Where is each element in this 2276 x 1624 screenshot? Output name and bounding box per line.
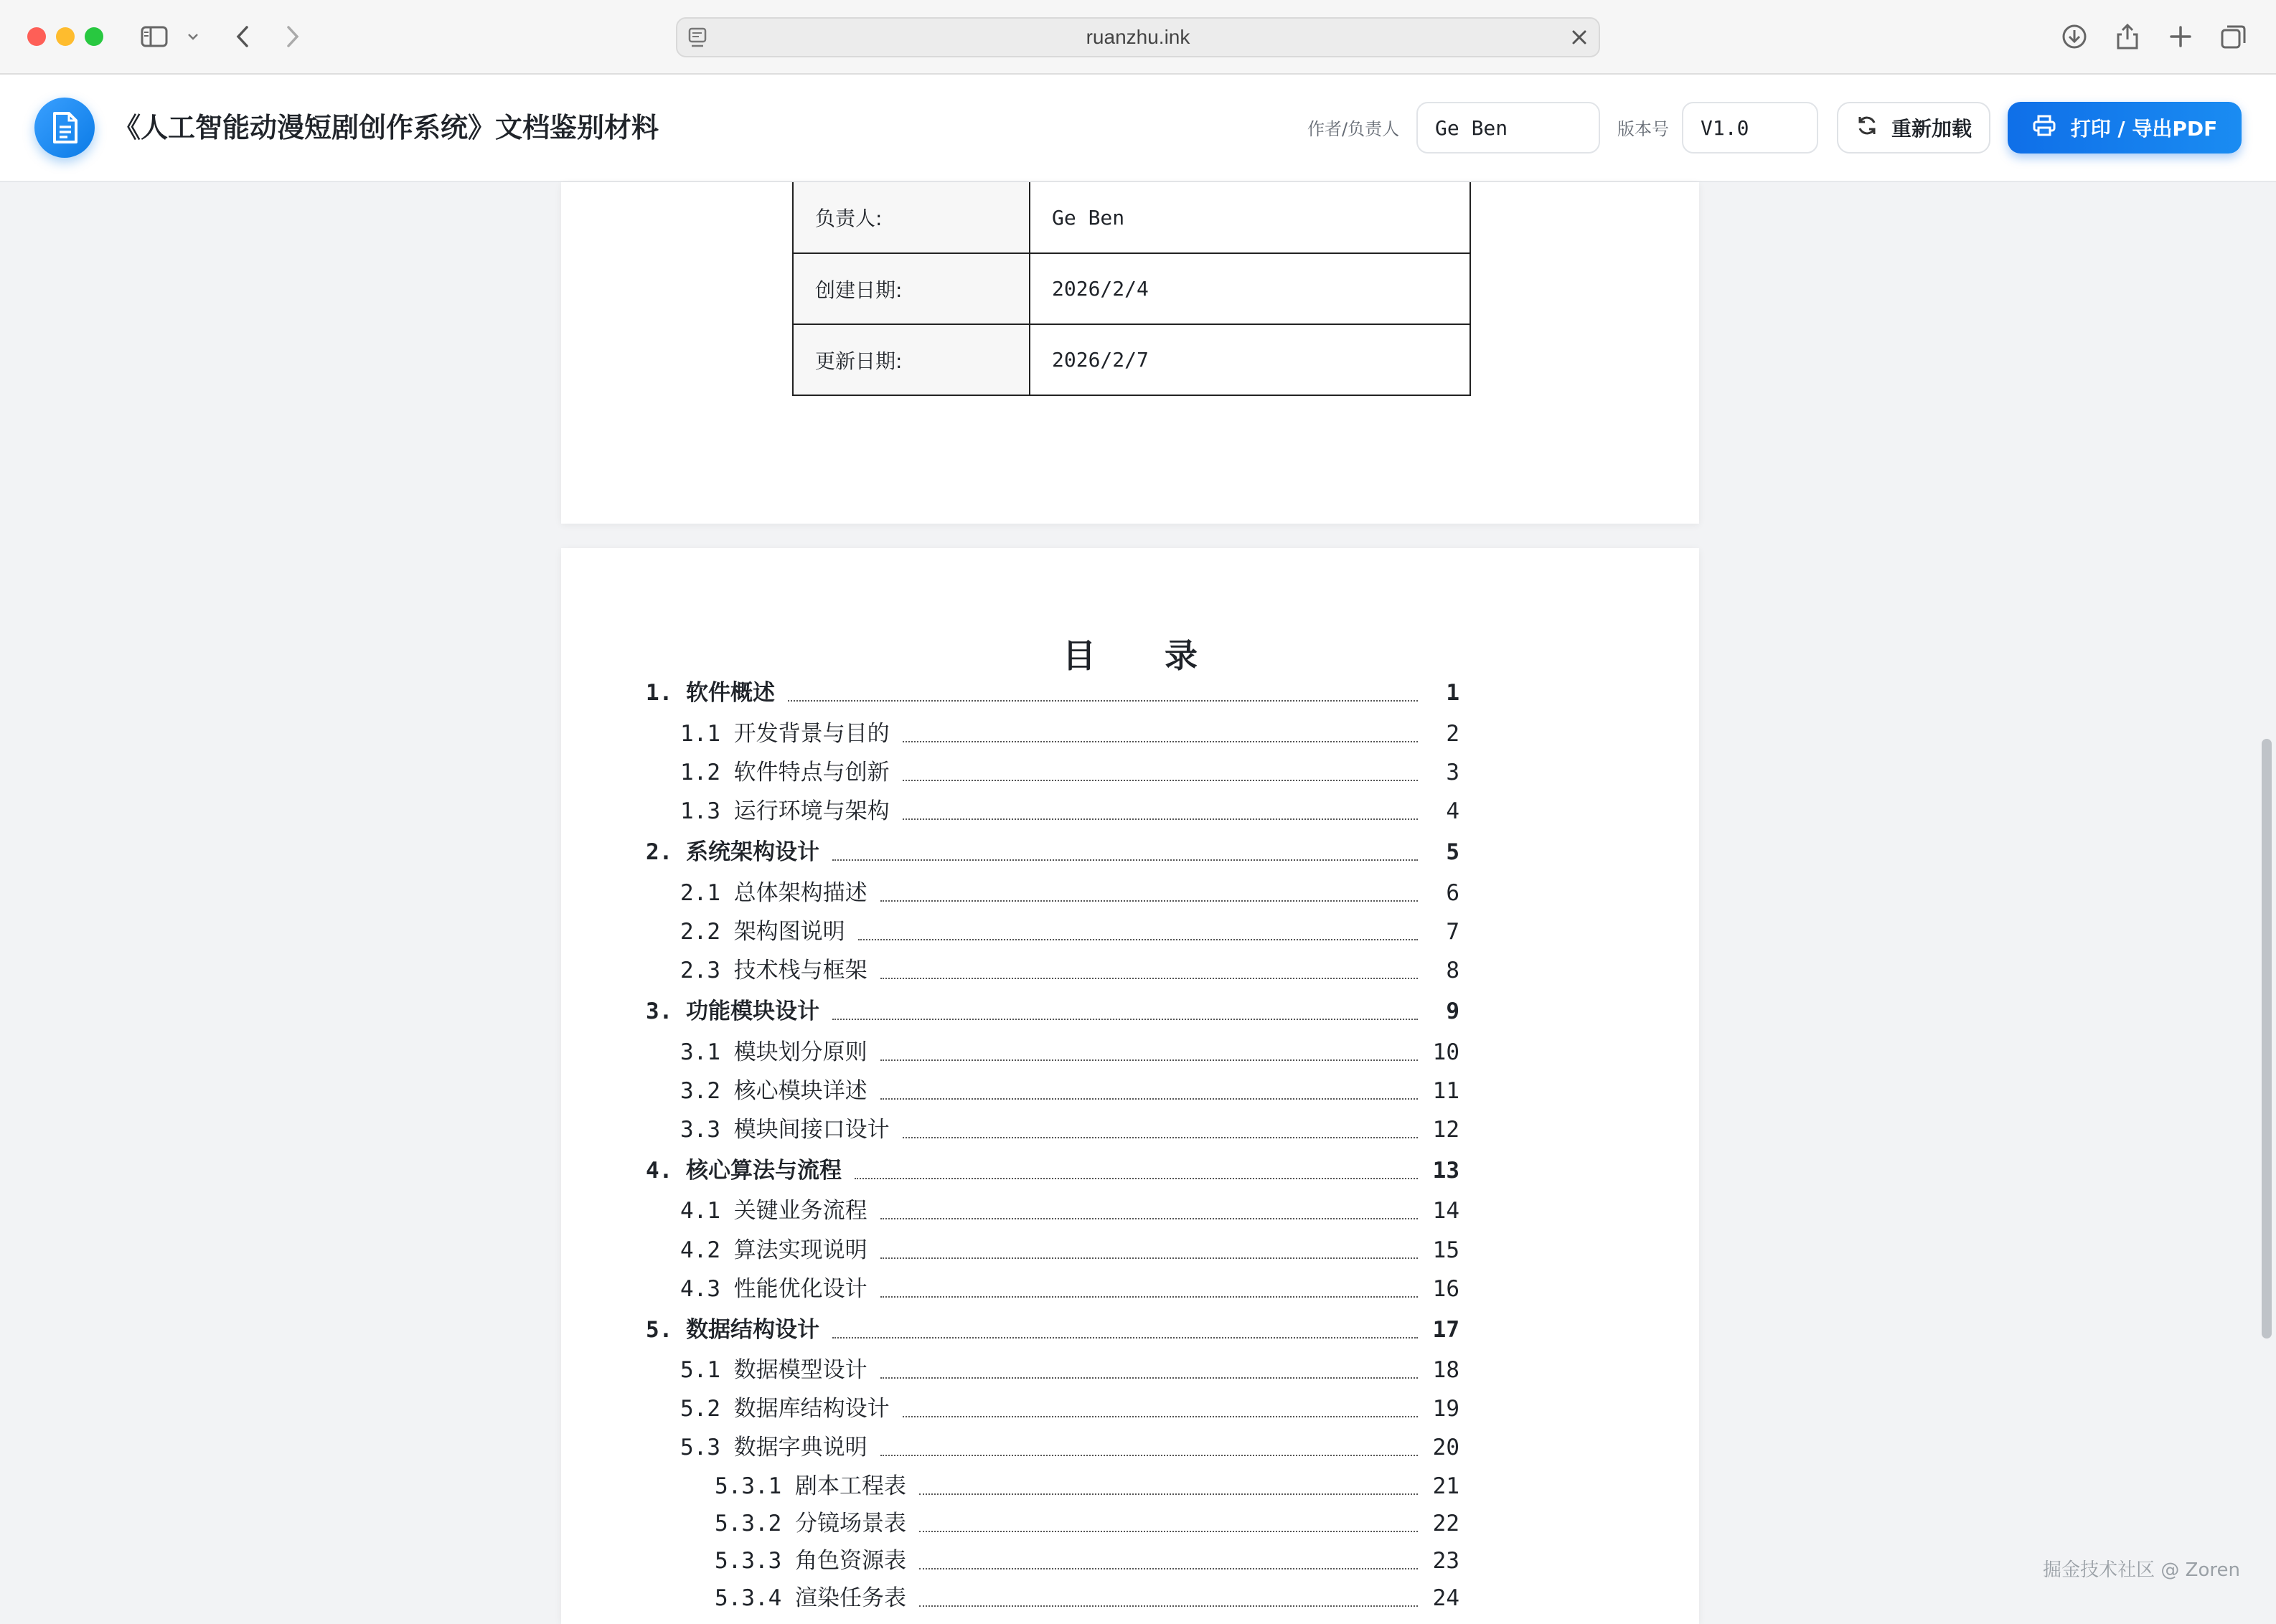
- tab-overview-icon[interactable]: [2217, 20, 2250, 53]
- print-export-button[interactable]: [2008, 102, 2242, 154]
- toc-entry[interactable]: [646, 1354, 1459, 1386]
- toc-leader-dots: [880, 1455, 1418, 1456]
- toc-entry-title: 算法实现说明: [733, 1237, 867, 1263]
- toc-entry-page: 6: [1446, 880, 1459, 906]
- toc-entry-number: 4.2: [680, 1237, 734, 1263]
- toc-entry[interactable]: [646, 1582, 1459, 1614]
- toc-entry-number: 2.: [646, 839, 686, 865]
- toc-entry[interactable]: [646, 796, 1459, 827]
- toc-entry[interactable]: [646, 1155, 1459, 1186]
- clear-url-icon[interactable]: [1569, 27, 1590, 51]
- toc-leader-dots: [919, 1568, 1418, 1569]
- toc-entry-title: 数据模型设计: [733, 1357, 867, 1383]
- toc-leader-dots: [880, 1257, 1418, 1259]
- toc-entry-title: 软件概述: [686, 680, 775, 706]
- toc-entry-page: 3: [1446, 760, 1459, 785]
- toc-entry[interactable]: [646, 1432, 1459, 1463]
- toc-entry-title: 核心算法与流程: [686, 1158, 842, 1184]
- minimize-window-button[interactable]: [56, 27, 75, 46]
- toc-entry[interactable]: [646, 996, 1459, 1027]
- toc-entry-number: 4.: [646, 1158, 686, 1184]
- document-logo-icon: [34, 98, 95, 158]
- toc-entry[interactable]: [646, 1393, 1459, 1425]
- toc-entry-page: 5: [1446, 839, 1459, 865]
- printer-icon: [2032, 114, 2056, 142]
- toc-entry[interactable]: [646, 1314, 1459, 1346]
- watermark: 掘金技术社区 @ Zoren: [2043, 1559, 2240, 1581]
- info-table: [792, 182, 1471, 396]
- toc-entry-page: 15: [1432, 1237, 1459, 1263]
- toc-entry[interactable]: [646, 1037, 1459, 1068]
- toc-leader-dots: [903, 741, 1418, 742]
- info-key: 负责人:: [793, 182, 1030, 253]
- toc-entry-title: 关键业务流程: [733, 1198, 867, 1224]
- toc-entry-page: 14: [1432, 1198, 1459, 1224]
- reload-button[interactable]: [1837, 102, 1990, 154]
- toc-entry[interactable]: [646, 1234, 1459, 1266]
- author-label: 作者/负责人: [1307, 119, 1400, 139]
- toc-leader-dots: [788, 700, 1418, 702]
- info-table-row: [793, 253, 1470, 324]
- toc-entry-number: 3.: [646, 999, 686, 1024]
- toc-entry[interactable]: [646, 1545, 1459, 1577]
- toc-leader-dots: [880, 900, 1418, 902]
- version-label: 版本号: [1617, 119, 1669, 139]
- sidebar-toggle-icon[interactable]: [138, 20, 171, 53]
- toc-leader-dots: [919, 1531, 1418, 1532]
- toc-entry[interactable]: [646, 757, 1459, 788]
- toc-entry-title: 核心模块详述: [733, 1078, 867, 1104]
- toc-entry-page: 10: [1432, 1039, 1459, 1065]
- toc-entry-title: 系统架构设计: [686, 839, 819, 865]
- app-header: [0, 75, 2276, 182]
- toc-entry-number: 2.2: [680, 919, 734, 945]
- toc-entry-page: 4: [1446, 798, 1459, 824]
- toc-entry-page: 2: [1446, 721, 1459, 747]
- toc-entry-title: 架构图说明: [733, 919, 845, 945]
- toc-entry-number: 3.3: [680, 1117, 734, 1143]
- toc-entry[interactable]: [646, 955, 1459, 986]
- toc-entry-title: 软件特点与创新: [733, 760, 890, 785]
- toc-leader-dots: [880, 1218, 1418, 1219]
- toc-entry-number: 5.3.2: [715, 1511, 795, 1536]
- browser-toolbar: [0, 0, 2276, 75]
- document-page-cover: [561, 182, 1699, 524]
- toc-leader-dots: [880, 978, 1418, 979]
- close-window-button[interactable]: [27, 27, 46, 46]
- toc-entry-number: 1.1: [680, 721, 734, 747]
- info-table-row: [793, 182, 1470, 253]
- forward-icon[interactable]: [278, 20, 307, 53]
- toc-leader-dots: [903, 818, 1418, 820]
- refresh-icon: [1856, 114, 1878, 142]
- toc-entry-page: 21: [1432, 1473, 1459, 1499]
- url-text: ruanzhu.ink: [1086, 26, 1190, 48]
- toc-leader-dots: [903, 1137, 1418, 1138]
- print-export-label: 打印 / 导出PDF: [2070, 117, 2218, 141]
- toc-leader-dots: [880, 1377, 1418, 1379]
- document-page-toc: [561, 548, 1699, 1624]
- info-key: 创建日期:: [793, 253, 1030, 324]
- toc-entry-title: 模块划分原则: [733, 1039, 867, 1065]
- toc-leader-dots: [903, 780, 1418, 781]
- toc-entry[interactable]: [646, 916, 1459, 948]
- toc-entry-page: 20: [1432, 1435, 1459, 1460]
- toc-leader-dots: [855, 1178, 1418, 1179]
- toc-entry[interactable]: [646, 1273, 1459, 1305]
- toc-entry[interactable]: [646, 1075, 1459, 1107]
- toc-entry-number: 4.3: [680, 1276, 734, 1302]
- download-icon[interactable]: [2058, 20, 2091, 53]
- info-table-row: [793, 324, 1470, 395]
- toc-entry[interactable]: [646, 877, 1459, 909]
- toc-entry-title: 角色资源表: [794, 1548, 906, 1574]
- toc-entry-number: 1.3: [680, 798, 734, 824]
- toc-entry-number: 5.3: [680, 1435, 734, 1460]
- toc-entry-page: 24: [1432, 1585, 1459, 1611]
- version-input[interactable]: [1682, 102, 1818, 154]
- toc-entry-title: 数据字典说明: [733, 1435, 867, 1460]
- zoom-window-button[interactable]: [85, 27, 103, 46]
- toc-leader-dots: [832, 1019, 1418, 1020]
- toc-entry[interactable]: [646, 718, 1459, 750]
- toc-leader-dots: [919, 1493, 1418, 1495]
- info-value: 2026/2/7: [1030, 324, 1470, 395]
- toc-entry[interactable]: [646, 1508, 1459, 1539]
- toc-entry-title: 运行环境与架构: [733, 798, 890, 824]
- toc-entry[interactable]: [646, 1195, 1459, 1227]
- toc-entry-title: 剧本工程表: [794, 1473, 906, 1499]
- share-icon[interactable]: [2111, 20, 2144, 53]
- toc-leader-dots: [832, 859, 1418, 861]
- info-value: 2026/2/4: [1030, 253, 1470, 324]
- toc-entry-number: 3.1: [680, 1039, 734, 1065]
- toc-entry-page: 9: [1446, 999, 1459, 1024]
- address-bar[interactable]: [676, 17, 1600, 57]
- toc-leader-dots: [858, 939, 1418, 940]
- reload-label: 重新加载: [1891, 117, 1972, 141]
- toc-entry-page: 22: [1432, 1511, 1459, 1536]
- toc-entry-page: 7: [1446, 919, 1459, 945]
- chevron-down-icon[interactable]: [182, 20, 204, 53]
- toc-leader-dots: [880, 1296, 1418, 1298]
- toc-leader-dots: [903, 1416, 1418, 1417]
- toc-entry-number: 4.1: [680, 1198, 734, 1224]
- toc-entry-number: 5.: [646, 1317, 686, 1343]
- toc-entry-title: 模块间接口设计: [733, 1117, 890, 1143]
- toc-entry-number: 1.: [646, 680, 686, 706]
- new-tab-icon[interactable]: [2164, 20, 2197, 53]
- toc-entry-number: 5.1: [680, 1357, 734, 1383]
- toc-entry-number: 2.1: [680, 880, 734, 906]
- toc-entry-page: 8: [1446, 958, 1459, 983]
- toc-entry-page: 13: [1432, 1158, 1459, 1184]
- toc-entry-number: 3.2: [680, 1078, 734, 1104]
- toc-leader-dots: [880, 1098, 1418, 1100]
- vertical-scrollbar[interactable]: [2262, 739, 2272, 1339]
- toc-entry-number: 5.2: [680, 1396, 734, 1422]
- toc-entry-page: 12: [1432, 1117, 1459, 1143]
- toc-entry-title: 性能优化设计: [733, 1276, 867, 1302]
- toc-entry-title: 技术栈与框架: [733, 958, 867, 983]
- toc-entry-title: 总体架构描述: [733, 880, 867, 906]
- toc-leader-dots: [919, 1605, 1418, 1607]
- toc-entry-page: 23: [1432, 1548, 1459, 1574]
- toc-entry-page: 16: [1432, 1276, 1459, 1302]
- toc-leader-dots: [880, 1059, 1418, 1061]
- toc-entry-page: 18: [1432, 1357, 1459, 1383]
- toc-entry[interactable]: [646, 1114, 1459, 1146]
- toc-entry-number: 1.2: [680, 760, 734, 785]
- toc-entry-title: 数据结构设计: [686, 1317, 819, 1343]
- toc-entry[interactable]: [646, 836, 1459, 868]
- toc-entry-page: 19: [1432, 1396, 1459, 1422]
- toc-entry[interactable]: [646, 677, 1459, 709]
- toc-entry-number: 5.3.3: [715, 1548, 795, 1574]
- toc-entry-number: 5.3.4: [715, 1585, 795, 1611]
- back-icon[interactable]: [228, 20, 257, 53]
- toc-entry-title: 数据库结构设计: [733, 1396, 890, 1422]
- page-title: 《人工智能动漫短剧创作系统》文档鉴别材料: [113, 112, 659, 143]
- toc-entry-number: 5.3.1: [715, 1473, 795, 1499]
- toc-leader-dots: [832, 1337, 1418, 1339]
- toc-entry-title: 渲染任务表: [794, 1585, 906, 1611]
- toc-title: 目 录: [1062, 636, 1226, 675]
- toc-entry-number: 2.3: [680, 958, 734, 983]
- author-input[interactable]: [1416, 102, 1600, 154]
- toc-entry[interactable]: [646, 1470, 1459, 1502]
- toc-entry-page: 17: [1432, 1317, 1459, 1343]
- info-key: 更新日期:: [793, 324, 1030, 395]
- toc-entry-title: 分镜场景表: [794, 1511, 906, 1536]
- toc-entry-title: 开发背景与目的: [733, 721, 890, 747]
- toc-entry-title: 功能模块设计: [686, 999, 819, 1024]
- info-value: Ge Ben: [1030, 182, 1470, 253]
- toc-entry-page: 11: [1432, 1078, 1459, 1104]
- toc-entry-page: 1: [1446, 680, 1459, 706]
